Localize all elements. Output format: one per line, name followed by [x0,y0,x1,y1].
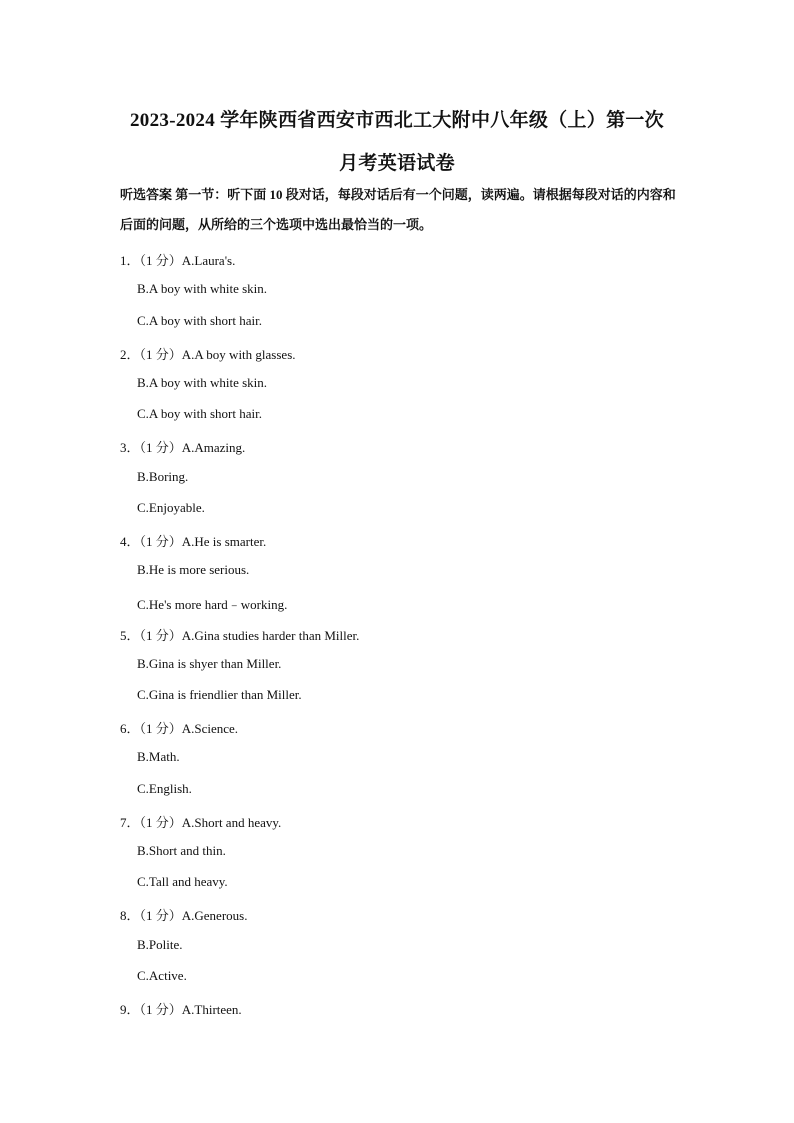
question-4-option-c: C.He's more hard﹣working. [137,597,288,612]
question-7-option-b: B.Short and thin. [137,843,226,858]
exam-title-line-2: 月考英语试卷 [339,153,455,174]
question-4-option-b: B.He is more serious. [137,562,250,577]
question-2: 2．（1 分）A.A boy with glasses. [120,347,296,362]
question-3: 3．（1 分）A.Amazing. [120,440,246,455]
question-2-option-c: C.A boy with short hair. [137,406,262,421]
section-instructions: 听选答案 第一节：听下面 10 段对话，每段对话后有一个问题，读两遍。请根据每段对话的内容和后面的问题，从所给的三个选项中选出最恰当的一项。 [120,187,676,232]
question-3-option-b: B.Boring. [137,469,189,484]
question-7: 7．（1 分）A.Short and heavy. [120,815,282,830]
exam-title-line-1: 2023-2024 学年陕西省西安市西北工大附中八年级（上）第一次 [130,110,664,131]
question-8: 8．（1 分）A.Generous. [120,908,248,923]
question-6: 6．（1 分）A.Science. [120,721,239,736]
question-8-option-c: C.Active. [137,968,187,983]
question-5: 5．（1 分）A.Gina studies harder than Miller. [120,628,360,643]
question-2-option-b: B.A boy with white skin. [137,375,268,390]
question-7-option-c: C.Tall and heavy. [137,874,228,889]
question-1: 1．（1 分）A.Laura's. [120,253,236,268]
question-1-option-b: B.A boy with white skin. [137,281,268,296]
question-8-option-b: B.Polite. [137,937,183,952]
question-5-option-b: B.Gina is shyer than Miller. [137,656,282,671]
question-6-option-c: C.English. [137,781,192,796]
question-6-option-b: B.Math. [137,749,180,764]
question-9: 9．（1 分）A.Thirteen. [120,1002,242,1017]
question-1-option-c: C.A boy with short hair. [137,313,262,328]
question-3-option-c: C.Enjoyable. [137,500,205,515]
question-4: 4．（1 分）A.He is smarter. [120,534,267,549]
question-5-option-c: C.Gina is friendlier than Miller. [137,687,302,702]
